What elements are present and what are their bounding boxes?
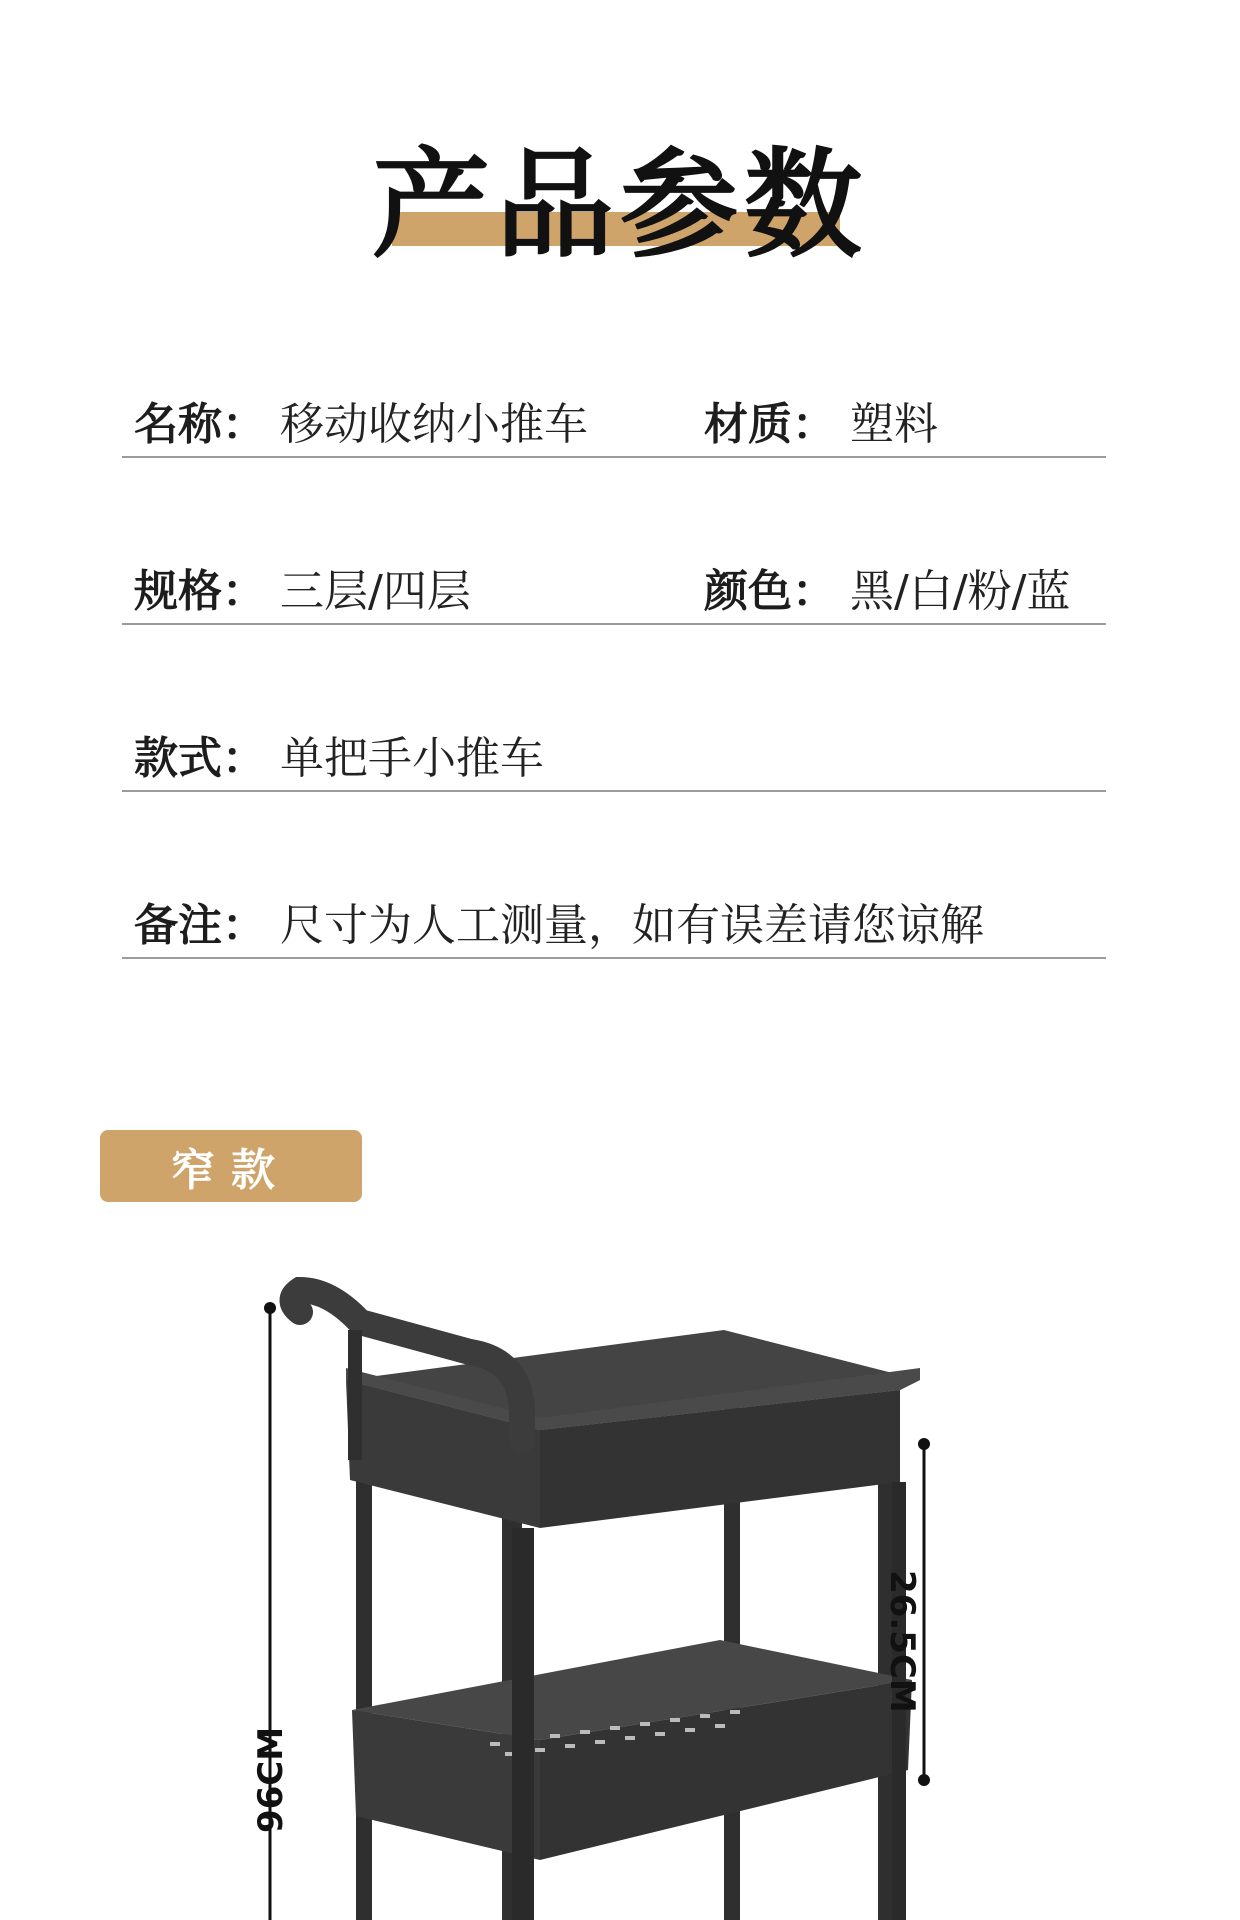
style-value: 单把手小推车 xyxy=(280,733,544,784)
size-label: 规格： xyxy=(134,566,266,617)
note-label: 备注： xyxy=(134,900,266,951)
size-value: 三层/四层 xyxy=(280,566,471,617)
shelf-height-label: 26.5CM xyxy=(882,1570,922,1713)
title-block xyxy=(0,110,1240,280)
name-label: 名称： xyxy=(134,399,266,450)
spec-row-style xyxy=(122,714,1106,792)
spec-row-name xyxy=(122,380,1106,458)
material-value: 塑料 xyxy=(850,399,938,450)
material-label: 材质： xyxy=(704,399,836,450)
spec-row-size xyxy=(122,547,1106,625)
page-title: 产品参数 xyxy=(371,136,868,274)
total-height-label: 96CM xyxy=(251,1726,292,1834)
narrow-style-badge: 窄款 xyxy=(100,1130,362,1202)
color-label: 颜色： xyxy=(704,566,836,617)
style-label: 款式： xyxy=(134,733,266,784)
color-value: 黑/白/粉/蓝 xyxy=(850,566,1071,617)
spec-row-note xyxy=(122,881,1106,959)
cart-illustration xyxy=(0,1260,1240,1920)
middle-basket xyxy=(352,1640,912,1860)
top-basket xyxy=(346,1330,920,1528)
name-value: 移动收纳小推车 xyxy=(280,399,588,450)
note-value: 尺寸为人工测量，如有误差请您谅解 xyxy=(280,900,984,951)
